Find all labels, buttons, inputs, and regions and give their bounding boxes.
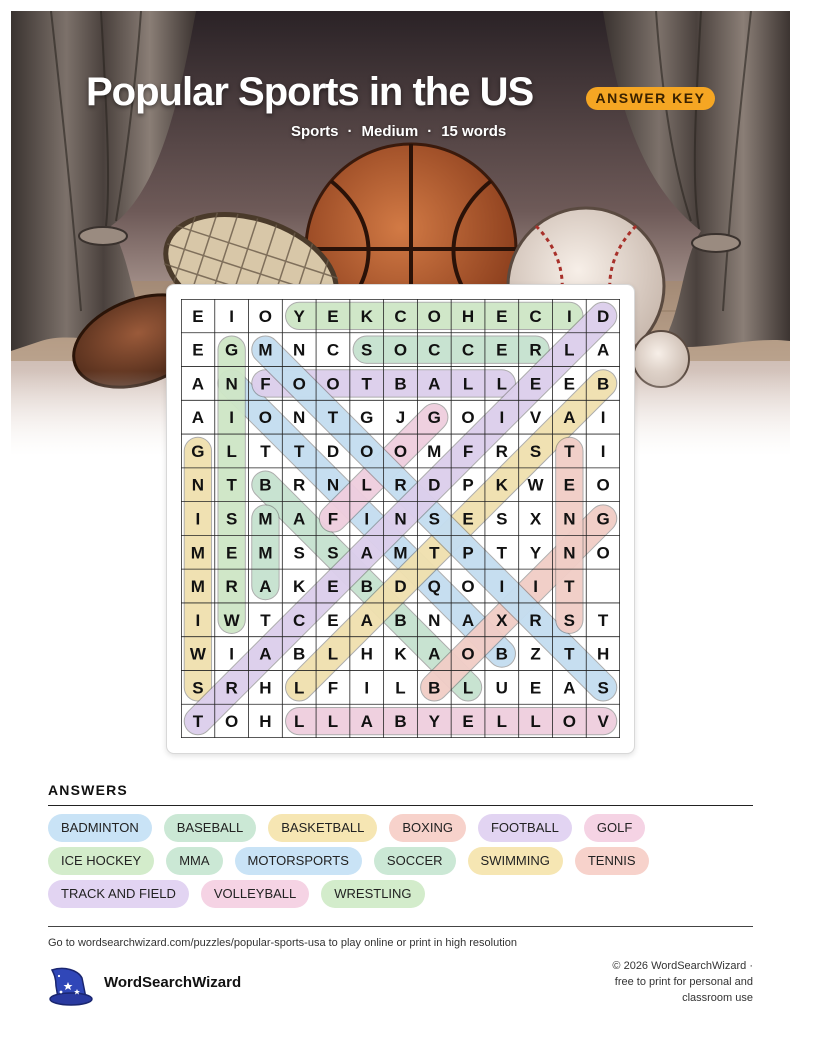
grid-cell-letter[interactable]: R — [529, 610, 542, 630]
grid-cell-letter[interactable]: I — [364, 509, 370, 529]
answer-chip: ICE HOCKEY — [48, 847, 154, 875]
grid-cell-letter[interactable]: A — [428, 374, 441, 394]
answer-chip: TENNIS — [575, 847, 649, 875]
grid-cell-letter[interactable]: O — [292, 374, 306, 394]
grid-cell-letter[interactable]: F — [260, 374, 271, 394]
grid-cell-letter[interactable]: A — [360, 610, 373, 630]
grid-cell-letter[interactable]: D — [428, 475, 441, 495]
grid-cell-letter[interactable]: N — [394, 509, 407, 529]
grid-cell-letter[interactable]: H — [461, 306, 475, 326]
grid-cell-letter[interactable]: S — [327, 543, 339, 563]
grid-cell-letter[interactable]: S — [225, 509, 238, 529]
grid-cell-letter[interactable]: C — [529, 306, 542, 326]
grid-cell-letter[interactable]: R — [495, 441, 508, 461]
grid-cell-letter[interactable]: L — [361, 475, 372, 495]
grid-cell-letter[interactable]: N — [293, 408, 306, 428]
grid-cell-letter[interactable]: L — [530, 712, 541, 732]
grid-cell-letter[interactable]: E — [225, 543, 238, 563]
word-search-grid[interactable] — [181, 299, 620, 738]
grid-cell-letter[interactable]: X — [496, 610, 508, 630]
grid-cell-letter[interactable]: O — [225, 712, 239, 732]
grid-cell-letter[interactable]: T — [226, 475, 237, 495]
grid-cell-letter[interactable]: F — [327, 509, 339, 529]
grid-cell-letter[interactable]: R — [293, 475, 306, 495]
answer-chip: MOTORSPORTS — [235, 847, 362, 875]
grid-cell-letter[interactable]: H — [259, 712, 272, 732]
grid-cell-letter[interactable]: M — [258, 509, 273, 529]
grid-cell-letter[interactable]: I — [229, 306, 235, 326]
answers-divider — [48, 805, 753, 806]
grid-cell-letter[interactable]: I — [195, 610, 201, 630]
grid-cell-letter[interactable]: A — [293, 509, 306, 529]
grid-cell-letter[interactable]: W — [189, 644, 206, 664]
grid-cell-letter[interactable]: C — [428, 340, 441, 360]
grid-cell-letter[interactable]: A — [360, 712, 373, 732]
grid-cell-letter[interactable]: I — [229, 644, 235, 664]
answer-chip: FOOTBALL — [478, 814, 572, 842]
answer-chip: MMA — [166, 847, 222, 875]
grid-cell-letter[interactable]: R — [225, 678, 238, 698]
grid-cell-letter[interactable]: K — [394, 644, 407, 664]
grid-cell-letter[interactable]: G — [360, 408, 374, 428]
grid-cell-letter[interactable]: X — [529, 509, 542, 529]
grid-cell-letter[interactable]: N — [293, 340, 306, 360]
grid-cell-letter[interactable]: N — [225, 374, 238, 394]
answer-chip: SOCCER — [374, 847, 456, 875]
grid-cell-letter[interactable]: E — [496, 306, 508, 326]
puzzle-meta — [291, 123, 506, 140]
grid-cell-letter[interactable]: E — [192, 340, 204, 360]
grid-cell-letter[interactable]: E — [327, 577, 339, 597]
grid-cell-letter[interactable]: Y — [293, 306, 305, 326]
grid-cell-letter[interactable]: E — [496, 340, 508, 360]
grid-cell-letter[interactable]: I — [364, 678, 370, 698]
grid-cell-letter[interactable]: P — [462, 543, 474, 563]
answer-key-badge: ANSWER KEY — [586, 87, 715, 110]
grid-cell-letter[interactable]: S — [563, 610, 576, 630]
grid-cell-letter[interactable]: D — [394, 577, 407, 597]
answer-chip: GOLF — [584, 814, 645, 842]
category-label: Sports — [291, 123, 339, 140]
grid-cell-letter[interactable]: O — [393, 441, 408, 461]
grid-cell-letter[interactable]: M — [190, 577, 205, 597]
grid-cell-letter[interactable]: T — [327, 408, 339, 428]
grid-cell-letter[interactable]: V — [529, 408, 542, 428]
grid-cell-letter[interactable]: F — [462, 441, 474, 461]
grid-cell-letter[interactable]: D — [326, 441, 340, 461]
grid-cell-letter[interactable]: T — [496, 543, 508, 563]
answer-chip: BASEBALL — [164, 814, 257, 842]
grid-cell-letter[interactable]: T — [429, 543, 440, 563]
grid-cell-letter[interactable]: A — [259, 644, 272, 664]
grid-cell-letter[interactable]: O — [461, 644, 475, 664]
grid-cell-letter[interactable]: G — [427, 408, 441, 428]
answer-chip: BADMINTON — [48, 814, 152, 842]
grid-cell-letter[interactable]: M — [427, 441, 442, 461]
grid-cell-letter[interactable]: H — [360, 644, 373, 664]
grid-cell-letter[interactable]: O — [461, 408, 475, 428]
copyright-line: free to print for personal and — [614, 976, 753, 988]
grid-cell-letter[interactable]: V — [597, 712, 609, 732]
grid-cell-letter[interactable]: W — [223, 610, 240, 630]
grid-cell-letter[interactable]: B — [259, 475, 272, 495]
grid-cell-letter[interactable]: J — [395, 408, 406, 428]
wizard-hat-icon — [46, 964, 94, 1006]
grid-cell-letter[interactable]: C — [326, 340, 340, 360]
grid-cell-letter[interactable]: E — [529, 678, 542, 698]
grid-cell-letter[interactable]: E — [327, 306, 339, 326]
grid-cell-letter[interactable]: I — [533, 577, 538, 597]
grid-cell-letter[interactable]: E — [192, 306, 204, 326]
answers-heading: ANSWERS — [48, 782, 128, 798]
copyright-line: classroom use — [682, 992, 753, 1004]
difficulty-label: Medium — [361, 123, 419, 140]
grid-cell-letter[interactable]: C — [461, 340, 475, 360]
grid-cell-letter[interactable]: Z — [530, 644, 541, 664]
grid-cell-letter[interactable]: L — [293, 678, 305, 698]
grid-cell-letter[interactable]: M — [393, 543, 408, 563]
meta-separator: · — [427, 123, 433, 140]
copyright-line: © 2026 WordSearchWizard · — [612, 960, 753, 972]
grid-cell-letter[interactable]: B — [394, 610, 407, 630]
grid-cell-letter[interactable]: I — [600, 408, 606, 428]
grid-cell-letter[interactable]: O — [326, 374, 340, 394]
grid-cell-letter[interactable]: G — [596, 509, 610, 529]
grid-cell-letter[interactable]: L — [496, 712, 508, 732]
grid-cell-letter[interactable]: T — [192, 712, 204, 732]
grid-cell-letter[interactable]: Y — [428, 712, 440, 732]
grid-cell-letter[interactable]: C — [394, 306, 407, 326]
grid-cell-letter[interactable]: E — [529, 374, 542, 394]
grid-cell-letter[interactable]: G — [191, 441, 205, 461]
grid-cell-letter[interactable]: I — [195, 509, 201, 529]
grid-cell-letter[interactable]: L — [395, 678, 406, 698]
grid-cell-letter[interactable]: A — [191, 374, 205, 394]
grid-cell-letter[interactable]: S — [529, 441, 542, 461]
answer-chip: TRACK AND FIELD — [48, 880, 189, 908]
grid-cell-letter[interactable]: A — [563, 678, 576, 698]
grid-cell-letter[interactable]: L — [327, 644, 339, 664]
grid-cell-letter[interactable]: S — [496, 509, 508, 529]
grid-cell-letter[interactable]: B — [394, 712, 407, 732]
grid-cell-letter[interactable]: L — [462, 374, 474, 394]
grid-cell-letter[interactable]: I — [499, 577, 505, 597]
meta-separator: · — [347, 123, 353, 140]
grid-cell-letter[interactable]: E — [327, 610, 339, 630]
grid-cell-letter[interactable]: L — [293, 712, 305, 732]
grid-cell-letter[interactable]: N — [428, 610, 441, 630]
copyright-notice — [573, 958, 753, 1006]
grid-cell-letter[interactable]: O — [360, 441, 374, 461]
grid-cell-letter[interactable]: A — [191, 408, 205, 428]
grid-cell-letter[interactable]: T — [361, 374, 372, 394]
grid-cell-letter[interactable]: B — [293, 644, 306, 664]
grid-cell-letter[interactable]: R — [225, 577, 238, 597]
grid-cell-letter[interactable]: E — [563, 374, 576, 394]
grid-cell-letter[interactable]: S — [192, 678, 204, 698]
grid-cell-letter[interactable]: B — [360, 577, 373, 597]
grid-cell-letter[interactable]: M — [258, 340, 273, 360]
grid-cell-letter[interactable]: S — [293, 543, 305, 563]
grid-cell-letter[interactable]: O — [562, 712, 576, 732]
grid-cell-letter[interactable]: N — [563, 543, 576, 563]
grid-cell-letter[interactable]: E — [563, 475, 576, 495]
grid-cell-letter[interactable]: O — [258, 306, 273, 326]
grid-cell-letter[interactable]: N — [563, 509, 576, 529]
grid-cell-letter[interactable]: S — [361, 340, 373, 360]
grid-cell-letter[interactable]: I — [499, 408, 505, 428]
grid-cell-letter[interactable]: I — [600, 441, 606, 461]
grid-cell-letter[interactable]: N — [191, 475, 205, 495]
grid-cell-letter[interactable]: S — [597, 678, 609, 698]
grid-cell-letter[interactable]: K — [360, 306, 373, 326]
grid-cell-letter[interactable]: B — [495, 644, 508, 664]
page-title: Popular Sports in the US — [86, 70, 534, 114]
grid-cell-letter[interactable]: A — [461, 610, 475, 630]
grid-cell-letter[interactable]: O — [461, 577, 475, 597]
grid-cell-letter[interactable]: H — [596, 644, 610, 664]
grid-cell-letter[interactable]: L — [496, 374, 508, 394]
grid-cell-letter[interactable]: B — [394, 374, 407, 394]
grid-cell-letter[interactable]: P — [462, 475, 474, 495]
grid-cell-letter[interactable]: A — [563, 408, 576, 428]
grid-cell-letter[interactable]: F — [327, 678, 339, 698]
grid-cell-letter[interactable]: R — [529, 340, 542, 360]
grid-cell-letter[interactable]: Q — [427, 577, 441, 597]
answer-chip: WRESTLING — [321, 880, 424, 908]
grid-cell-letter[interactable]: B — [596, 374, 610, 394]
footer-link-text[interactable]: Go to wordsearchwizard.com/puzzles/popular-sports-usa to play online or print in high resolution — [48, 937, 517, 949]
grid-cell-letter[interactable]: T — [564, 441, 575, 461]
grid-cell-letter[interactable]: T — [260, 610, 271, 630]
grid-cell-letter[interactable]: O — [258, 408, 273, 428]
grid-cell-letter[interactable]: T — [293, 441, 305, 461]
grid-cell-letter[interactable]: M — [190, 543, 205, 563]
grid-cell-letter[interactable]: N — [326, 475, 340, 495]
grid-cell-letter[interactable]: C — [293, 610, 306, 630]
grid-cell-letter[interactable]: S — [428, 509, 440, 529]
grid-cell-letter[interactable]: O — [393, 340, 408, 360]
grid-cell-letter[interactable]: A — [259, 577, 272, 597]
grid-cell-letter[interactable]: T — [564, 644, 575, 664]
grid-cell-letter[interactable]: L — [462, 678, 474, 698]
grid-cell-letter[interactable]: A — [596, 340, 610, 360]
answer-chip: SWIMMING — [468, 847, 563, 875]
grid-canvas[interactable] — [181, 299, 620, 738]
grid-cell-letter[interactable]: D — [596, 306, 610, 326]
footer-divider — [48, 926, 753, 927]
grid-cell-letter[interactable]: K — [495, 475, 508, 495]
grid-cell-letter[interactable]: L — [226, 441, 237, 461]
grid-cell-letter[interactable]: O — [596, 543, 610, 563]
grid-cell-letter[interactable]: E — [462, 712, 474, 732]
answer-chip: BOXING — [389, 814, 466, 842]
grid-cell-letter[interactable]: A — [360, 543, 373, 563]
grid-cell-letter[interactable]: Y — [529, 543, 542, 563]
grid-cell-letter[interactable]: T — [597, 610, 609, 630]
grid-cell-letter[interactable]: G — [225, 340, 239, 360]
grid-cell-letter[interactable]: R — [394, 475, 407, 495]
answer-chip: BASKETBALL — [268, 814, 377, 842]
grid-cell-letter[interactable]: O — [596, 475, 610, 495]
grid-cell-letter[interactable]: W — [527, 475, 544, 495]
grid-cell-letter[interactable]: B — [428, 678, 441, 698]
grid-cell-letter[interactable]: K — [293, 577, 306, 597]
answer-chip: VOLLEYBALL — [201, 880, 309, 908]
grid-cell-letter[interactable]: U — [495, 678, 508, 698]
grid-cell-letter[interactable]: L — [564, 340, 575, 360]
grid-cell-letter[interactable]: O — [427, 306, 441, 326]
grid-cell-letter[interactable]: A — [428, 644, 441, 664]
answers-list — [48, 814, 753, 908]
grid-cell-letter[interactable]: E — [462, 509, 474, 529]
grid-cell-letter[interactable]: I — [229, 408, 235, 428]
grid-cell-letter[interactable]: M — [258, 543, 273, 563]
grid-cell-letter[interactable]: L — [327, 712, 339, 732]
grid-cell-letter[interactable]: T — [260, 441, 271, 461]
word-count-label: 15 words — [441, 123, 507, 140]
grid-cell-letter[interactable]: I — [566, 306, 572, 326]
brand-name[interactable]: WordSearchWizard — [104, 974, 242, 991]
grid-cell-letter[interactable]: H — [259, 678, 272, 698]
grid-cell-letter[interactable]: T — [564, 577, 575, 597]
